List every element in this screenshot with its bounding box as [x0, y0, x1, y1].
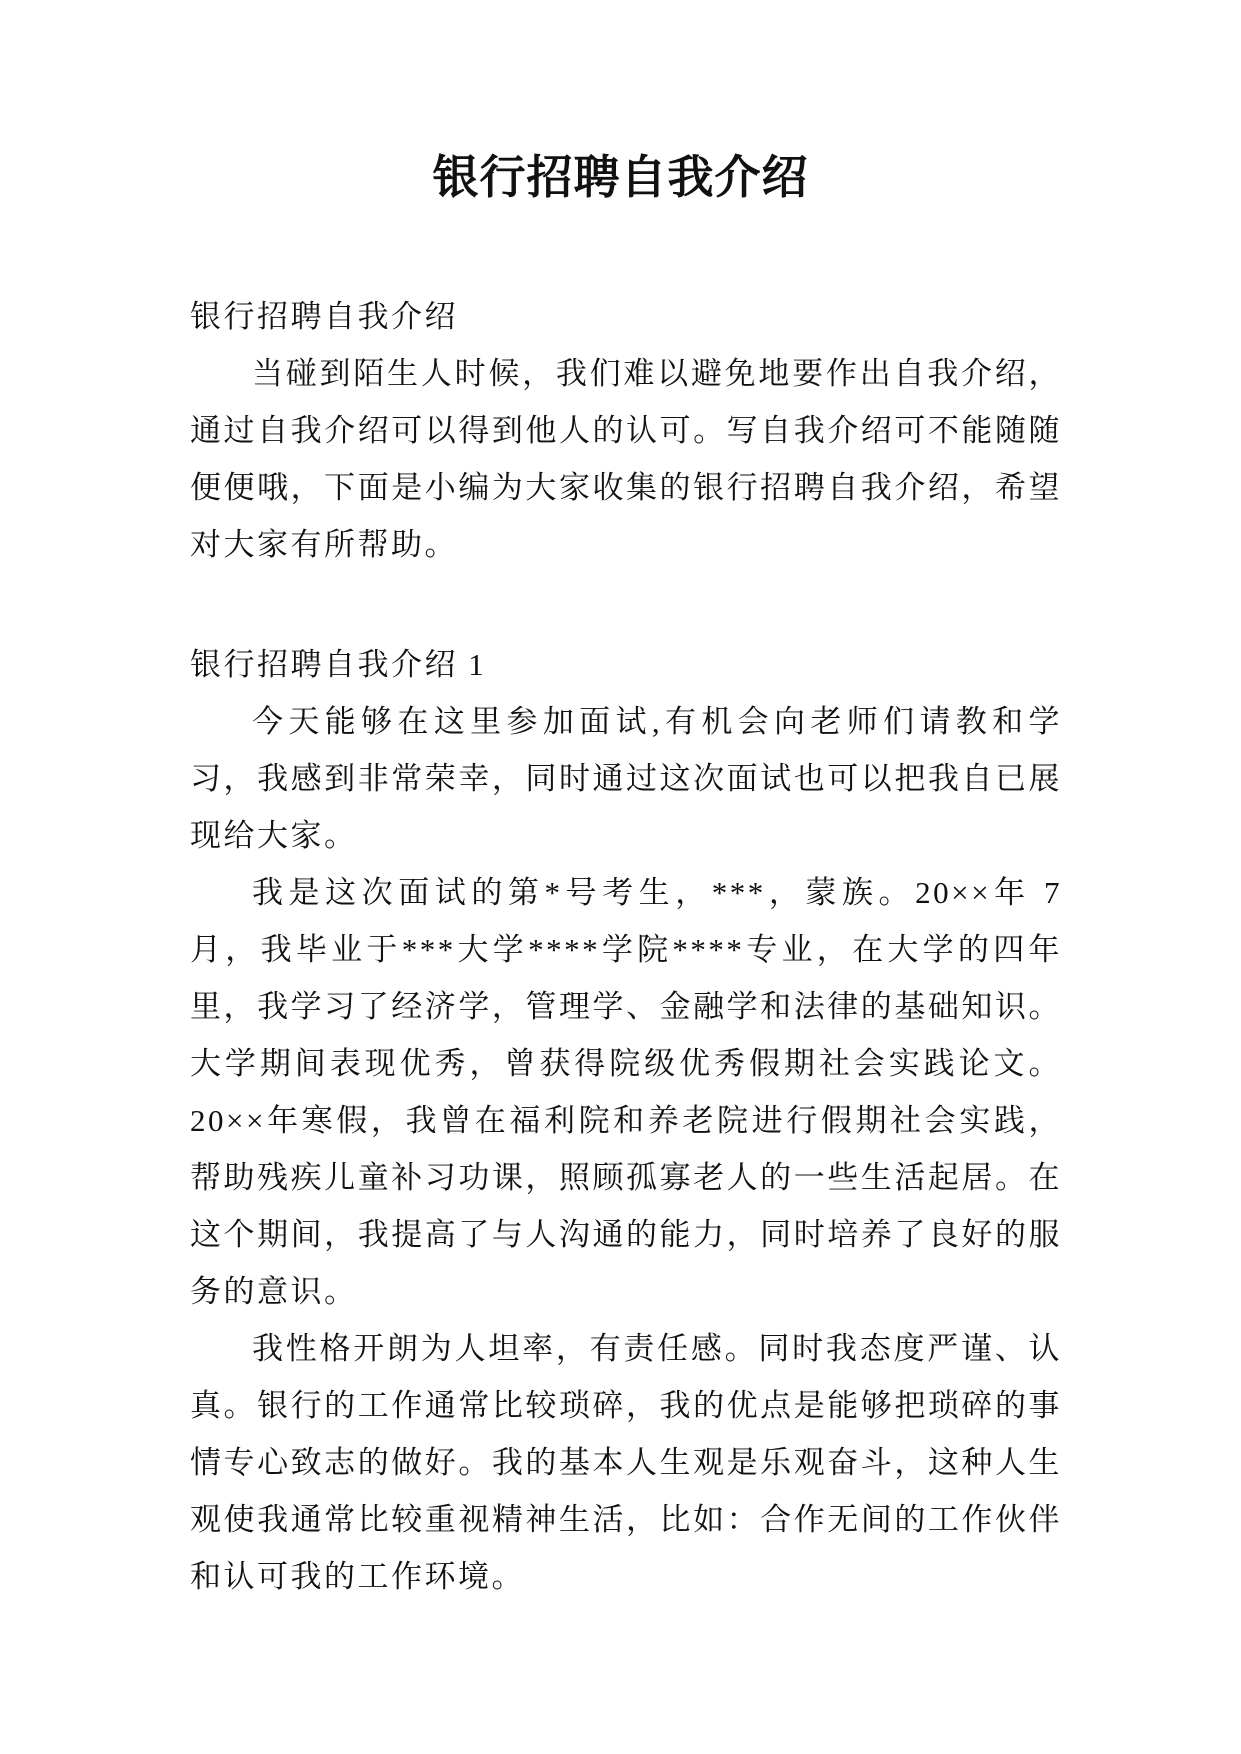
- section-1: [190, 636, 1062, 1605]
- section-1-paragraph: 我性格开朗为人坦率，有责任感。同时我态度严谨、认真。银行的工作通常比较琐碎，我的优点是能够把琐碎的事情专心致志的做好。我的基本人生观是乐观奋斗，这种人生观使我通常比较重视精神生活，比如：合作无间的工作伙伴和认可我的工作环境。: [190, 1331, 1062, 1594]
- intro-section: [190, 288, 1062, 573]
- section-1-heading: 银行招聘自我介绍 1: [190, 647, 487, 682]
- intro-heading: 银行招聘自我介绍: [190, 299, 458, 334]
- section-1-paragraph: 我是这次面试的第*号考生，***，蒙族。20××年 7 月，我毕业于***大学****学院****专业，在大学的四年里，我学习了经济学，管理学、金融学和法律的基础知识。大学期间表现优秀，曾获得院级优秀假期社会实践论文。20××年寒假，我曾在福利院和养老院进行假期社会实践，帮助残疾儿童补习功课，照顾孤寡老人的一些生活起居。在这个期间，我提高了与人沟通的能力，同时培养了良好的服务的意识。: [190, 875, 1062, 1309]
- section-1-paragraph: 今天能够在这里参加面试,有机会向老师们请教和学习，我感到非常荣幸，同时通过这次面试也可以把我自已展现给大家。: [190, 704, 1062, 853]
- document-title: 银行招聘自我介绍: [432, 152, 809, 203]
- intro-paragraph: 当碰到陌生人时候，我们难以避免地要作出自我介绍，通过自我介绍可以得到他人的认可。写自我介绍可不能随随便便哦，下面是小编为大家收集的银行招聘自我介绍，希望对大家有所帮助。: [190, 356, 1062, 562]
